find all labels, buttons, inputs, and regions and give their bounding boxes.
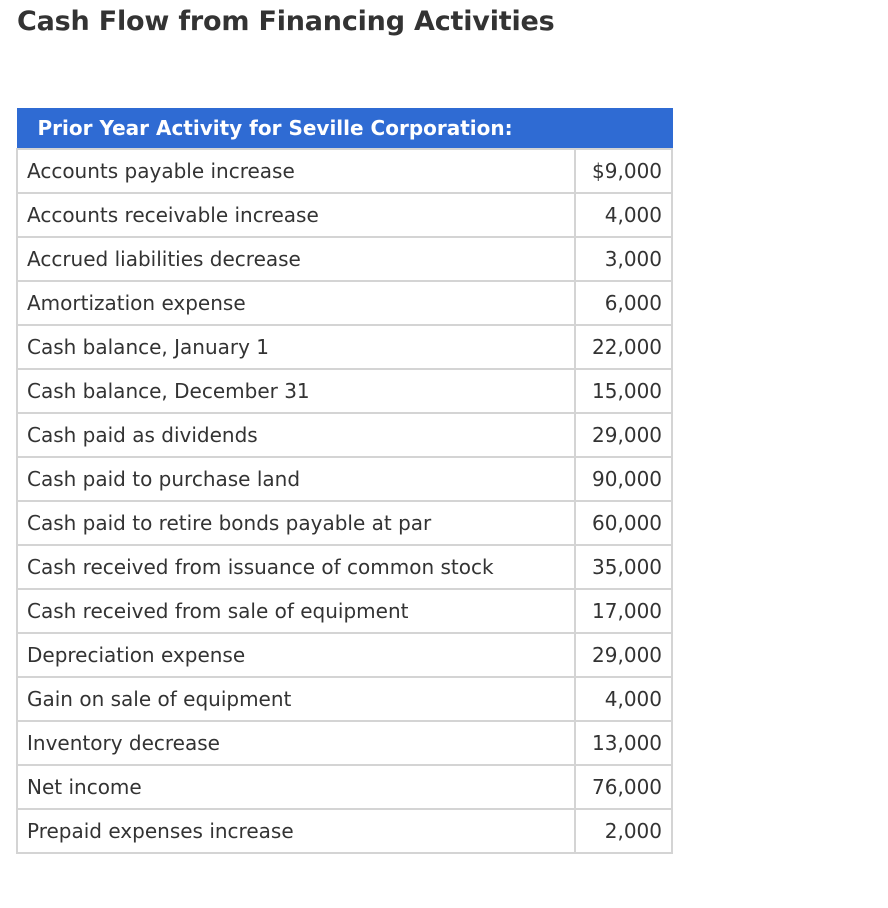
row-label: Cash paid as dividends	[17, 413, 575, 457]
table-row	[17, 193, 672, 237]
row-label: Cash balance, January 1	[17, 325, 575, 369]
row-label: Accounts payable increase	[17, 149, 575, 193]
table-body	[17, 149, 672, 853]
row-label: Gain on sale of equipment	[17, 677, 575, 721]
row-value: 76,000	[575, 765, 672, 809]
row-value: 4,000	[575, 677, 672, 721]
row-label: Cash paid to purchase land	[17, 457, 575, 501]
row-value: 6,000	[575, 281, 672, 325]
row-label: Accrued liabilities decrease	[17, 237, 575, 281]
table-header-row	[17, 109, 672, 149]
table-row	[17, 501, 672, 545]
row-value: 35,000	[575, 545, 672, 589]
table-row	[17, 589, 672, 633]
table-row	[17, 721, 672, 765]
table-row	[17, 545, 672, 589]
table-row	[17, 809, 672, 853]
row-value: 4,000	[575, 193, 672, 237]
row-label: Prepaid expenses increase	[17, 809, 575, 853]
table-row	[17, 677, 672, 721]
table-row	[17, 325, 672, 369]
row-value: 3,000	[575, 237, 672, 281]
table-row	[17, 765, 672, 809]
row-value: 13,000	[575, 721, 672, 765]
row-label: Cash paid to retire bonds payable at par	[17, 501, 575, 545]
row-value: 29,000	[575, 633, 672, 677]
table-row	[17, 413, 672, 457]
row-value: 29,000	[575, 413, 672, 457]
row-value: $9,000	[575, 149, 672, 193]
row-value: 60,000	[575, 501, 672, 545]
row-label: Cash balance, December 31	[17, 369, 575, 413]
activity-table	[16, 108, 673, 854]
row-label: Cash received from sale of equipment	[17, 589, 575, 633]
row-label: Net income	[17, 765, 575, 809]
table-row	[17, 149, 672, 193]
row-value: 90,000	[575, 457, 672, 501]
table-header: Prior Year Activity for Seville Corporation:	[17, 109, 672, 149]
row-label: Accounts receivable increase	[17, 193, 575, 237]
table-row	[17, 369, 672, 413]
row-value: 2,000	[575, 809, 672, 853]
row-label: Depreciation expense	[17, 633, 575, 677]
row-label: Cash received from issuance of common stock	[17, 545, 575, 589]
page-title: Cash Flow from Financing Activities	[17, 6, 555, 37]
table-row	[17, 281, 672, 325]
row-value: 17,000	[575, 589, 672, 633]
row-value: 15,000	[575, 369, 672, 413]
row-label: Inventory decrease	[17, 721, 575, 765]
table-row	[17, 457, 672, 501]
table-row	[17, 237, 672, 281]
row-value: 22,000	[575, 325, 672, 369]
table-row	[17, 633, 672, 677]
row-label: Amortization expense	[17, 281, 575, 325]
